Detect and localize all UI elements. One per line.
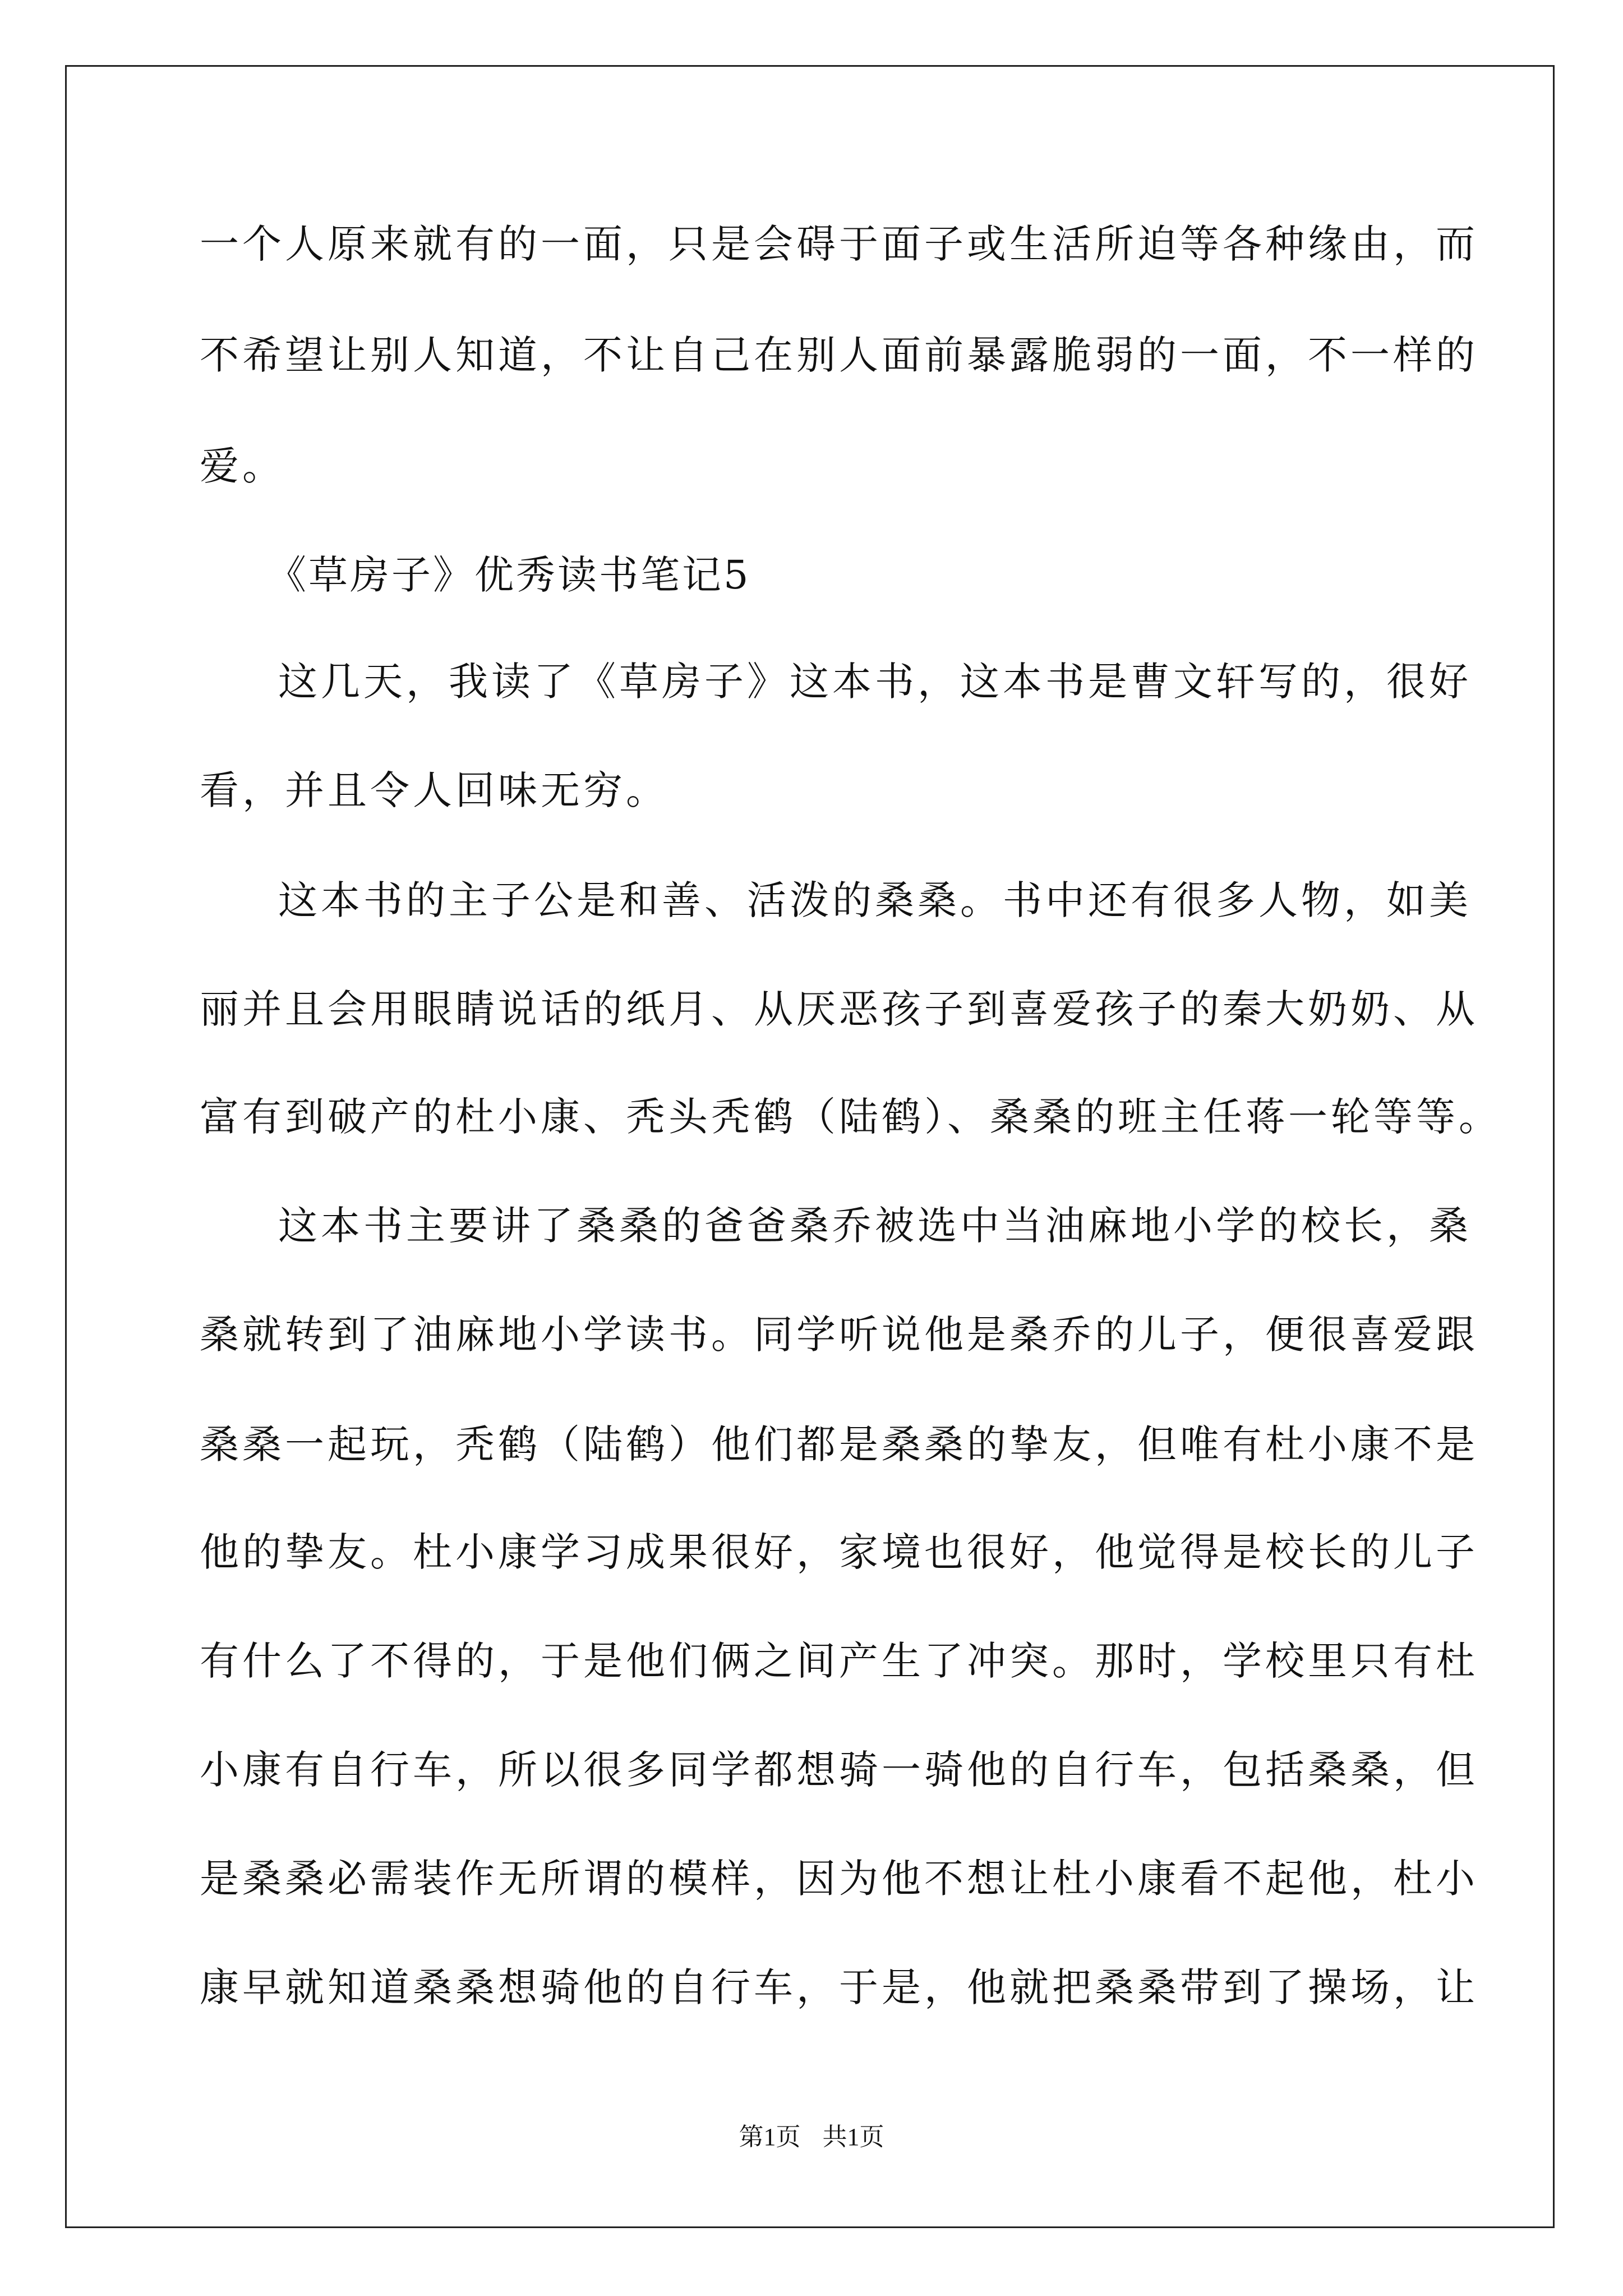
page-total: 共1页 xyxy=(822,2123,884,2151)
text-line: 丽并且会用眼睛说话的纸月、从厌恶孩子到喜爱孩子的秦大奶奶、从 xyxy=(200,986,1478,1032)
text-line: 富有到破产的杜小康、秃头秃鹤（陆鹤）、桑桑的班主任蒋一轮等等。 xyxy=(200,1094,1501,1140)
text-line: 不希望让别人知道，不让自己在别人面前暴露脆弱的一面，不一样的 xyxy=(200,332,1478,378)
text-line: 是桑桑必需装作无所谓的模样，因为他不想让杜小康看不起他，杜小 xyxy=(200,1856,1478,1902)
text-line: 这本书主要讲了桑桑的爸爸桑乔被选中当油麻地小学的校长，桑 xyxy=(278,1203,1472,1249)
text-line: 一个人原来就有的一面，只是会碍于面子或生活所迫等各种缘由，而 xyxy=(200,221,1478,267)
page-footer xyxy=(0,2122,1623,2153)
section-heading: 《草房子》优秀读书笔记5 xyxy=(267,552,751,598)
text-line: 小康有自行车，所以很多同学都想骑一骑他的自行车，包括桑桑，但 xyxy=(200,1747,1478,1793)
text-line: 有什么了不得的，于是他们俩之间产生了冲突。那时，学校里只有杜 xyxy=(200,1638,1478,1684)
text-line: 爱。 xyxy=(200,443,285,489)
page-number: 第1页 xyxy=(739,2123,801,2151)
text-line: 康早就知道桑桑想骑他的自行车，于是，他就把桑桑带到了操场，让 xyxy=(200,1964,1478,2010)
text-line: 桑桑一起玩，秃鹤（陆鹤）他们都是桑桑的挚友，但唯有杜小康不是 xyxy=(200,1421,1478,1467)
text-line: 看，并且令人回味无穷。 xyxy=(200,767,668,813)
text-line: 他的挚友。杜小康学习成果很好，家境也很好，他觉得是校长的儿子 xyxy=(200,1529,1478,1575)
text-line: 这几天，我读了《草房子》这本书，这本书是曹文轩写的，很好 xyxy=(278,659,1472,705)
text-line: 桑就转到了油麻地小学读书。同学听说他是桑乔的儿子，便很喜爱跟 xyxy=(200,1312,1478,1358)
text-line: 这本书的主子公是和善、活泼的桑桑。书中还有很多人物，如美 xyxy=(278,877,1472,923)
